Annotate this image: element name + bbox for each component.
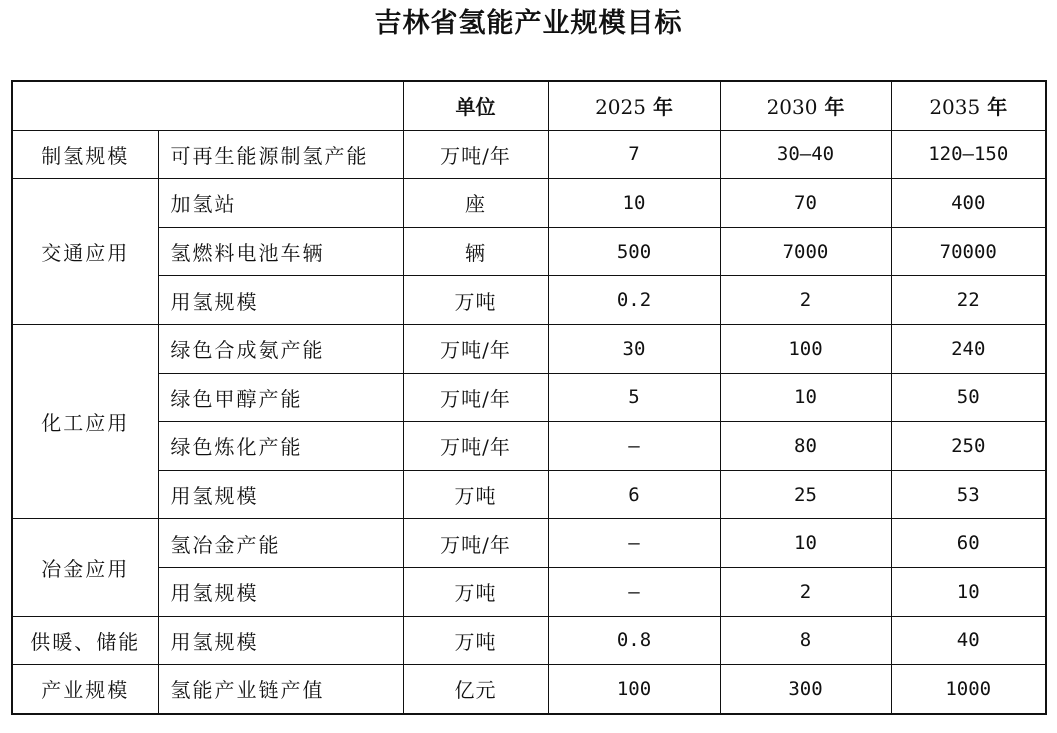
value-2035-cell: 60 — [891, 519, 1046, 568]
table-row — [12, 227, 1046, 276]
value-2035-cell: 22 — [891, 276, 1046, 325]
year-label: 2030 — [766, 95, 818, 120]
value-2025-cell: 7 — [548, 130, 720, 179]
hydrogen-targets-table — [11, 80, 1047, 715]
value-2035-cell: 250 — [891, 422, 1046, 471]
unit-cell: 万吨 — [403, 616, 548, 665]
value-2030-cell: 8 — [720, 616, 891, 665]
value-2025-cell: 500 — [548, 227, 720, 276]
table-row — [12, 665, 1046, 714]
table-row — [12, 616, 1046, 665]
unit-cell: 万吨 — [403, 470, 548, 519]
value-2035-cell: 53 — [891, 470, 1046, 519]
table-row — [12, 130, 1046, 179]
year-suffix: 年 — [652, 95, 673, 120]
value-2025-cell: 0.2 — [548, 276, 720, 325]
unit-cell: 万吨/年 — [403, 519, 548, 568]
value-2030-cell: 100 — [720, 324, 891, 373]
item-cell: 用氢规模 — [158, 567, 403, 616]
document-title: 吉林省氢能产业规模目标 — [374, 8, 683, 39]
value-2030-cell: 2 — [720, 276, 891, 325]
header-blank-cell — [12, 81, 403, 130]
value-2030-cell: 300 — [720, 665, 891, 714]
table-row — [12, 519, 1046, 568]
unit-cell: 万吨/年 — [403, 422, 548, 471]
year-label: 2035 — [929, 95, 981, 120]
value-2035-cell: 400 — [891, 179, 1046, 228]
table-row — [12, 567, 1046, 616]
unit-cell: 万吨 — [403, 276, 548, 325]
item-cell: 绿色炼化产能 — [158, 422, 403, 471]
value-2030-cell: 2 — [720, 567, 891, 616]
value-2030-cell: 70 — [720, 179, 891, 228]
item-cell: 氢燃料电池车辆 — [158, 227, 403, 276]
value-2030-cell: 80 — [720, 422, 891, 471]
table-row — [12, 276, 1046, 325]
item-cell: 加氢站 — [158, 179, 403, 228]
value-2030-cell: 10 — [720, 519, 891, 568]
value-2025-cell: 30 — [548, 324, 720, 373]
unit-cell: 万吨 — [403, 567, 548, 616]
category-cell: 供暖、储能 — [12, 616, 158, 665]
value-2030-cell: 7000 — [720, 227, 891, 276]
value-2025-cell: 5 — [548, 373, 720, 422]
value-2035-cell: 50 — [891, 373, 1046, 422]
table-row — [12, 324, 1046, 373]
value-2030-cell: 30—40 — [720, 130, 891, 179]
header-year-2035 — [891, 81, 1046, 130]
category-cell: 产业规模 — [12, 665, 158, 714]
value-2025-cell: 100 — [548, 665, 720, 714]
value-2035-cell: 70000 — [891, 227, 1046, 276]
category-cell: 化工应用 — [12, 324, 158, 518]
item-cell: 绿色甲醇产能 — [158, 373, 403, 422]
year-suffix: 年 — [987, 95, 1008, 120]
item-cell: 用氢规模 — [158, 470, 403, 519]
unit-cell: 万吨/年 — [403, 373, 548, 422]
value-2025-cell: — — [548, 422, 720, 471]
value-2030-cell: 25 — [720, 470, 891, 519]
category-cell: 制氢规模 — [12, 130, 158, 179]
unit-cell: 亿元 — [403, 665, 548, 714]
item-cell: 氢能产业链产值 — [158, 665, 403, 714]
table-row — [12, 470, 1046, 519]
header-year-2025 — [548, 81, 720, 130]
unit-cell: 辆 — [403, 227, 548, 276]
unit-cell: 万吨/年 — [403, 324, 548, 373]
value-2025-cell: 10 — [548, 179, 720, 228]
category-cell: 冶金应用 — [12, 519, 158, 616]
value-2030-cell: 10 — [720, 373, 891, 422]
value-2035-cell: 1000 — [891, 665, 1046, 714]
category-cell: 交通应用 — [12, 179, 158, 325]
value-2035-cell: 120—150 — [891, 130, 1046, 179]
year-label: 2025 — [595, 95, 646, 120]
table-row — [12, 179, 1046, 228]
value-2035-cell: 240 — [891, 324, 1046, 373]
value-2035-cell: 10 — [891, 567, 1046, 616]
item-cell: 用氢规模 — [158, 276, 403, 325]
year-suffix: 年 — [824, 95, 845, 120]
header-row — [12, 81, 1046, 130]
value-2025-cell: 0.8 — [548, 616, 720, 665]
header-unit: 单位 — [403, 81, 548, 130]
header-year-2030 — [720, 81, 891, 130]
value-2035-cell: 40 — [891, 616, 1046, 665]
value-2025-cell: — — [548, 567, 720, 616]
item-cell: 氢冶金产能 — [158, 519, 403, 568]
table-row — [12, 422, 1046, 471]
item-cell: 绿色合成氨产能 — [158, 324, 403, 373]
value-2025-cell: 6 — [548, 470, 720, 519]
unit-cell: 座 — [403, 179, 548, 228]
item-cell: 可再生能源制氢产能 — [158, 130, 403, 179]
value-2025-cell: — — [548, 519, 720, 568]
unit-cell: 万吨/年 — [403, 130, 548, 179]
item-cell: 用氢规模 — [158, 616, 403, 665]
table-row — [12, 373, 1046, 422]
